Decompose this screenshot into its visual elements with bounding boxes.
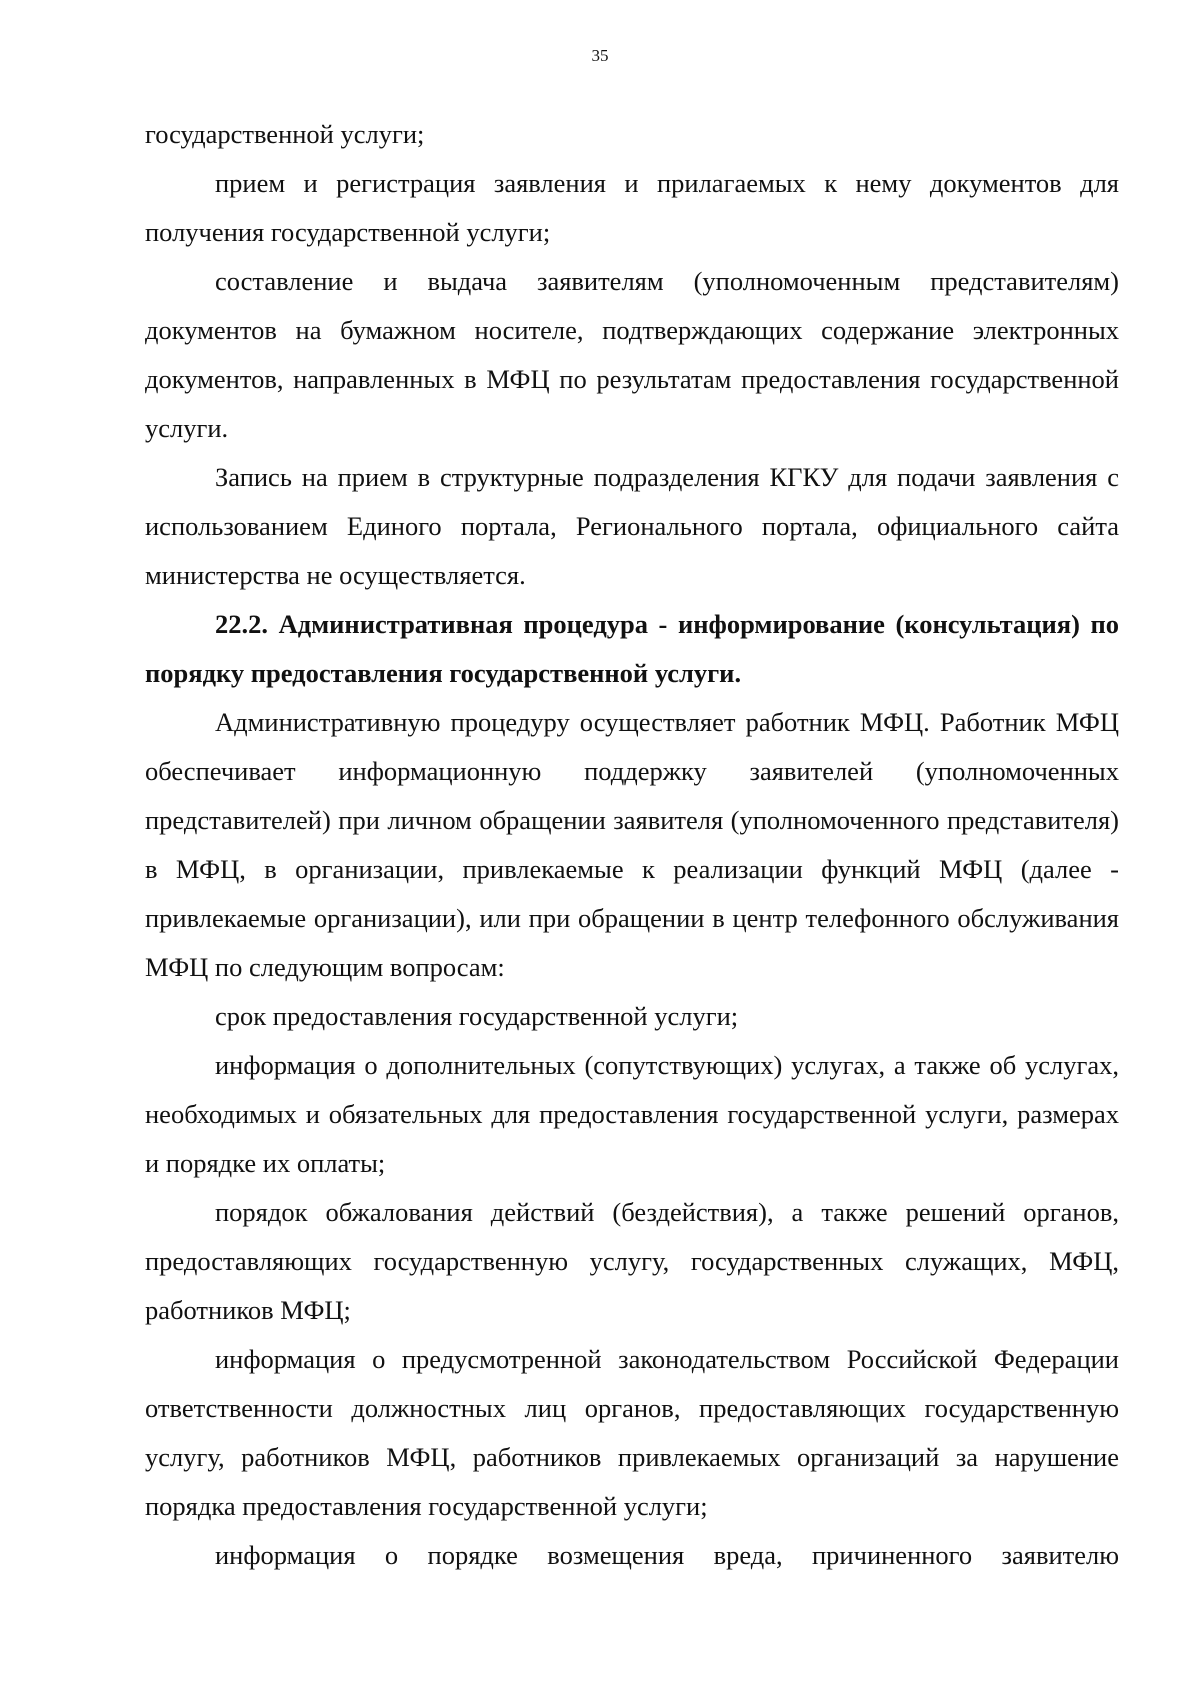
paragraph-continuation: государственной услуги; [145,119,425,149]
list-item-responsibility: информация о предусмотренной законодательством Российской Федерации ответственности должностных лиц органов, предоставляющих государственную услугу, работников МФЦ, работников привлекаемых организаций за нарушение порядка предоставления государственной услуги; [145,1344,1119,1521]
list-item-additional-services: информация о дополнительных (сопутствующих) услугах, а также об услугах, необходимых и обязательных для предоставления государственной услуги, размерах и порядке их оплаты; [145,1050,1119,1178]
paragraph-procedure: Административную процедуру осуществляет работник МФЦ. Работник МФЦ обеспечивает информационную поддержку заявителей (уполномоченных представителей) при личном обращении заявителя (уполномоченного представителя) в МФЦ, в организации, привлекаемые к реализации функций МФЦ (далее - привлекаемые организации), или при обращении в центр телефонного обслуживания МФЦ по следующим вопросам: [145,707,1119,982]
paragraph-paper-documents: составление и выдача заявителям (уполномоченным представителям) документов на бумажном носителе, подтверждающих содержание электронных документов, направленных в МФЦ по результатам предоставления государственной услуги. [145,266,1119,443]
page-number: 35 [591,46,609,65]
list-item-appeal: порядок обжалования действий (бездействия), а также решений органов, предоставляющих государственную услугу, государственных служащих, МФЦ, работников МФЦ; [145,1197,1119,1325]
list-item-damages: информация о порядке возмещения вреда, причиненного заявителю [215,1540,1119,1570]
section-heading-22-2: 22.2. Административная процедура - информирование (консультация) по порядку предоставления государственной услуги. [145,609,1119,688]
paragraph-appointment: Запись на прием в структурные подразделения КГКУ для подачи заявления с использованием Единого портала, Регионального портала, официального сайта министерства не осуществляется. [145,462,1119,590]
paragraph-reception-registration: прием и регистрация заявления и прилагаемых к нему документов для получения государственной услуги; [145,168,1119,247]
list-item-term: срок предоставления государственной услуги; [215,1001,739,1031]
document-body [145,110,1119,1580]
